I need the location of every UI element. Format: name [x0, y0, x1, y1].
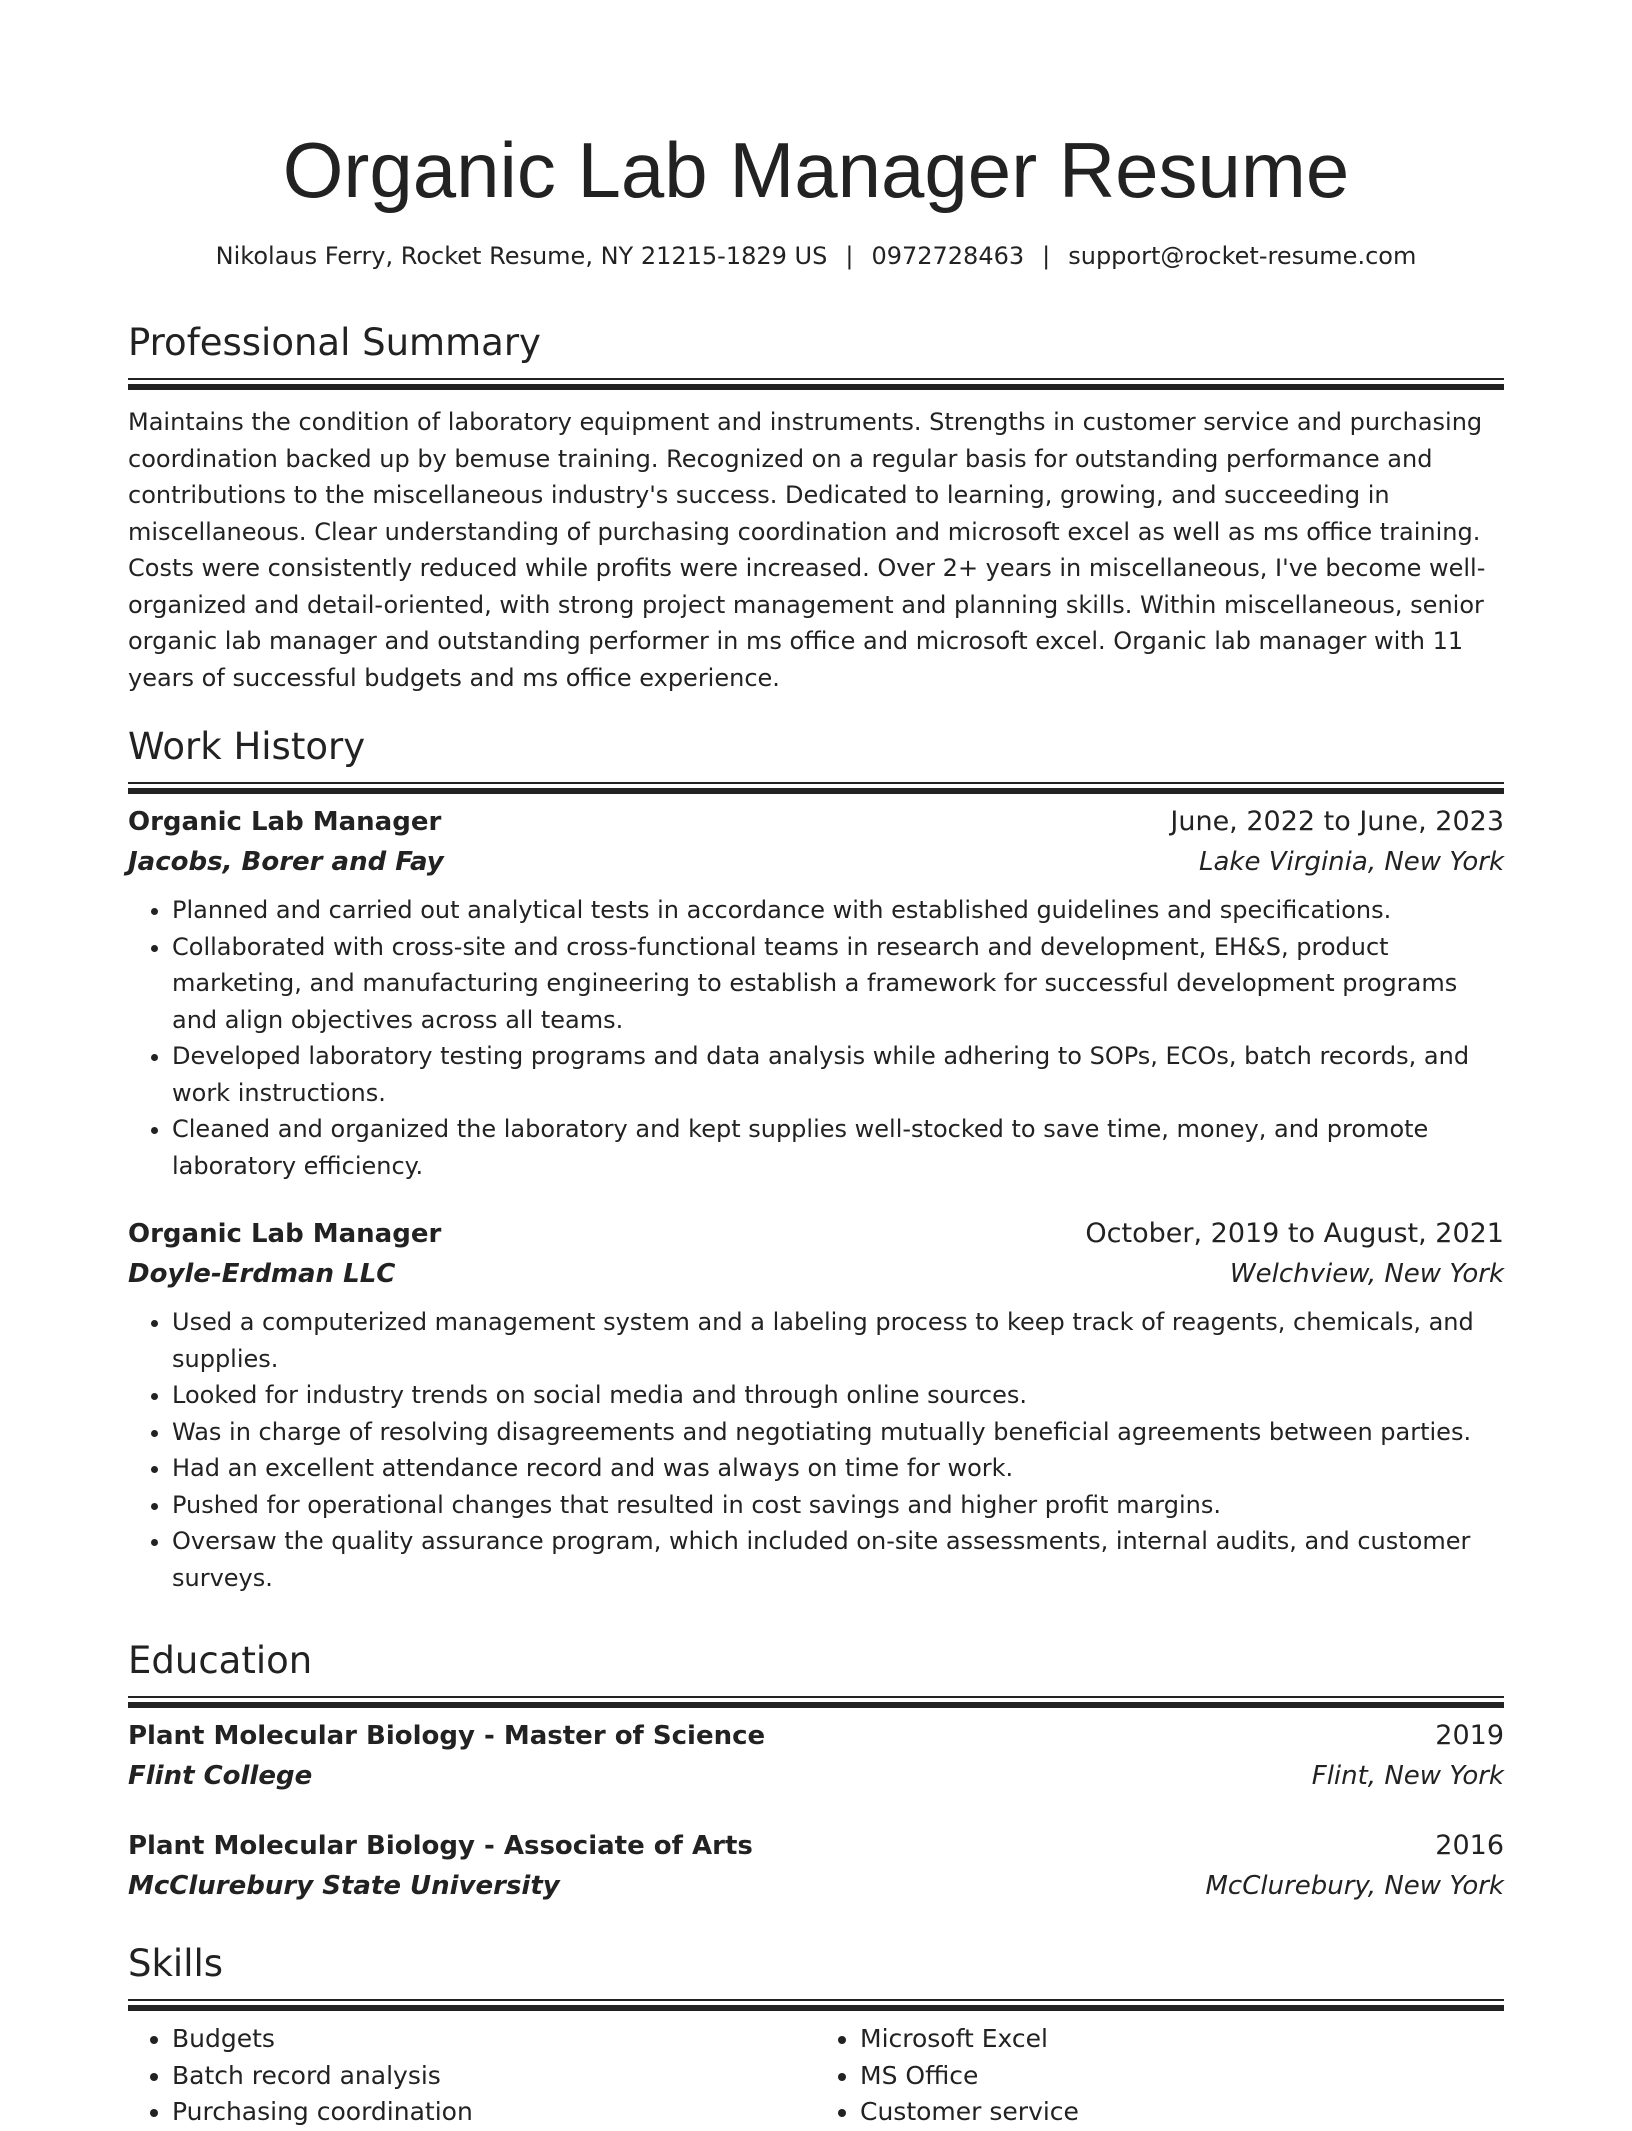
work-history-section	[128, 724, 1504, 1596]
school-name: Flint College	[128, 1761, 313, 1791]
job-bullets	[128, 892, 1504, 1184]
section-heading: Work History	[128, 725, 366, 768]
job-bullet: • Planned and carried out analytical tests in accordance with established guidelines and specifications.	[172, 892, 1504, 929]
job-bullet: • Was in charge of resolving disagreements and negotiating mutually beneficial agreements between parties.	[172, 1414, 1504, 1451]
degree-name: Plant Molecular Biology - Associate of Arts	[128, 1831, 753, 1861]
contact-address: Nikolaus Ferry, Rocket Resume, NY 21215-1829 US	[215, 242, 828, 270]
skills-columns	[128, 2021, 1504, 2131]
summary-section	[128, 320, 1504, 696]
skills-section	[128, 1941, 1504, 2131]
job-location: Welchview, New York	[1229, 1259, 1504, 1289]
skill-item: • Batch record analysis	[172, 2058, 816, 2095]
job-bullet: • Collaborated with cross-site and cross-functional teams in research and development, EH&S, product marketing, and manufacturing engineering to establish a framework for successful development programs and align objectives across all teams.	[172, 929, 1504, 1039]
job-bullet: • Cleaned and organized the laboratory and kept supplies well-stocked to save time, money, and promote laboratory efficiency.	[172, 1111, 1504, 1184]
section-divider	[128, 1696, 1504, 1702]
job-bullet: • Had an excellent attendance record and was always on time for work.	[172, 1450, 1504, 1487]
job-bullet: • Used a computerized management system and a labeling process to keep track of reagents, chemicals, and supplies.	[172, 1304, 1504, 1377]
summary-text: Maintains the condition of laboratory equipment and instruments. Strengths in customer service and purchasing coordination backed up by bemuse training. Recognized on a regular basis for outstanding performance and contributions to the miscellaneous industry's success. Dedicated to learning, growing, and succeeding in miscellaneous. Clear understanding of purchasing coordination and microsoft excel as well as ms office training. Costs were consistently reduced while profits were increased. Over 2+ years in miscellaneous, I've become well-organized and detail-oriented, with strong project management and planning skills. Within miscellaneous, senior organic lab manager and outstanding performer in ms office and microsoft excel. Organic lab manager with 11 years of successful budgets and ms office experience.	[128, 408, 1486, 692]
job-dates: June, 2022 to June, 2023	[1170, 806, 1504, 837]
skill-item: • Budgets	[172, 2021, 816, 2058]
contact-phone: 0972728463	[871, 242, 1025, 270]
graduation-year: 2016	[1435, 1830, 1504, 1861]
resume-title: Organic Lab Manager Resume	[282, 126, 1350, 214]
school-location: McClurebury, New York	[1205, 1871, 1504, 1901]
contact-separator: |	[845, 242, 854, 270]
degree-name: Plant Molecular Biology - Master of Science	[128, 1721, 766, 1751]
job-location: Lake Virginia, New York	[1199, 847, 1504, 877]
job-bullet: • Looked for industry trends on social media and through online sources.	[172, 1377, 1504, 1414]
school-name: McClurebury State University	[128, 1871, 560, 1901]
graduation-year: 2019	[1435, 1720, 1504, 1751]
education-entry	[128, 1716, 1504, 1796]
skill-item: • Purchasing coordination	[172, 2094, 816, 2131]
school-location: Flint, New York	[1311, 1761, 1504, 1791]
contact-line	[128, 238, 1504, 274]
job-bullet: • Oversaw the quality assurance program, which included on-site assessments, internal audits, and customer surveys.	[172, 1523, 1504, 1596]
job-entry	[128, 802, 1504, 1184]
job-title: Organic Lab Manager	[128, 807, 442, 837]
skill-item: • Microsoft Excel	[860, 2021, 1504, 2058]
job-bullet: • Developed laboratory testing programs and data analysis while adhering to SOPs, ECOs, batch records, and work instructions.	[172, 1038, 1504, 1111]
job-bullet: • Pushed for operational changes that resulted in cost savings and higher profit margins.	[172, 1487, 1504, 1524]
skills-list-right	[816, 2021, 1504, 2131]
job-dates: October, 2019 to August, 2021	[1085, 1218, 1504, 1249]
section-divider	[128, 782, 1504, 788]
section-heading: Skills	[128, 1942, 224, 1985]
job-bullets	[128, 1304, 1504, 1596]
contact-email: support@rocket-resume.com	[1068, 242, 1417, 270]
section-divider	[128, 378, 1504, 384]
skill-item: • Customer service	[860, 2094, 1504, 2131]
section-divider	[128, 1999, 1504, 2005]
contact-separator: |	[1042, 242, 1051, 270]
section-heading: Education	[128, 1639, 313, 1682]
section-heading: Professional Summary	[128, 321, 541, 364]
job-entry	[128, 1214, 1504, 1596]
education-section	[128, 1638, 1504, 1906]
skills-list-left	[128, 2021, 816, 2131]
company-name: Jacobs, Borer and Fay	[128, 847, 444, 877]
skill-item: • MS Office	[860, 2058, 1504, 2095]
education-entry	[128, 1826, 1504, 1906]
company-name: Doyle-Erdman LLC	[128, 1259, 396, 1289]
job-title: Organic Lab Manager	[128, 1219, 442, 1249]
